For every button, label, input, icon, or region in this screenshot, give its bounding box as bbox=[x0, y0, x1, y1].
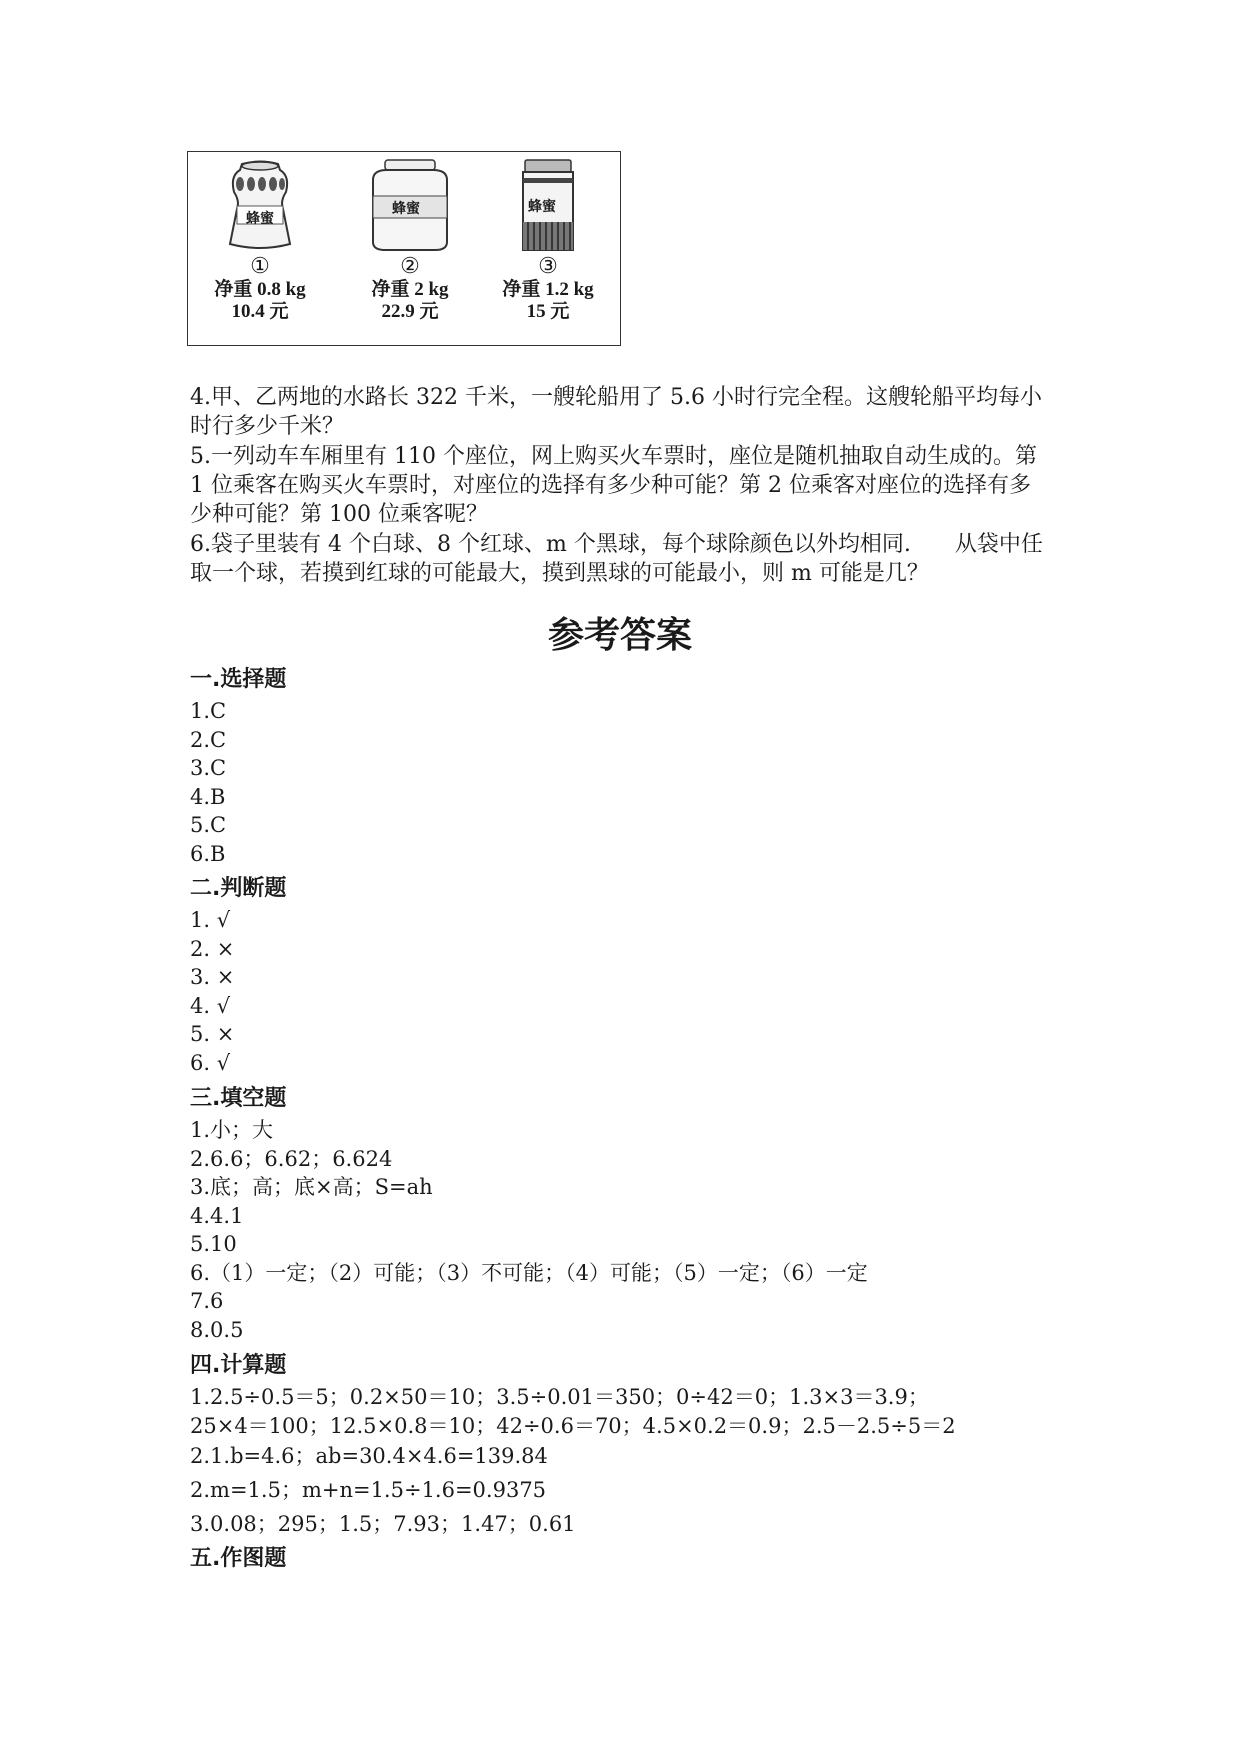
jar-2-label: 蜂蜜 bbox=[392, 201, 420, 217]
jar-2-price: 22.9 元 bbox=[381, 301, 439, 322]
section-heading-fill-blank: 三.填空题 bbox=[190, 1086, 287, 1111]
answer-line: 6.B bbox=[190, 842, 226, 866]
jar-3-number: ③ bbox=[538, 254, 558, 279]
answer-line: 1.C bbox=[190, 699, 227, 723]
jar-2-number: ② bbox=[400, 254, 420, 279]
answer-line: 25×4＝100；12.5×0.8＝10；42÷0.6＝70；4.5×0.2＝0.9；2.5－2.5÷5＝2 bbox=[190, 1414, 956, 1438]
jar-3-weight: 净重 1.2 kg bbox=[502, 279, 594, 300]
answer-line: 3.底；高；底×高；S=ah bbox=[190, 1175, 433, 1199]
answer-line: 5.C bbox=[190, 813, 227, 837]
jar-2-weight: 净重 2 kg bbox=[371, 279, 449, 300]
jar-1 bbox=[190, 158, 330, 343]
answer-line: 4. √ bbox=[190, 994, 231, 1018]
section-heading-calculation: 四.计算题 bbox=[190, 1353, 287, 1378]
answer-line: 2.m=1.5；m+n=1.5÷1.6=0.9375 bbox=[190, 1478, 547, 1502]
section-heading-drawing: 五.作图题 bbox=[190, 1546, 287, 1571]
answer-line: 2.1.b=4.6；ab=30.4×4.6=139.84 bbox=[190, 1444, 548, 1468]
jar-1-price: 10.4 元 bbox=[231, 301, 289, 322]
jar-1-weight: 净重 0.8 kg bbox=[214, 279, 306, 300]
answer-line: 2. × bbox=[190, 937, 235, 961]
answer-line: 3.C bbox=[190, 756, 227, 780]
answer-line: 1.小；大 bbox=[190, 1118, 274, 1142]
question-5: 5.一列动车车厢里有 110 个座位，网上购买火车票时，座位是随机抽取自动生成的。第 1 位乘客在购买火车票时，对座位的选择有多少种可能？第 2 位乘客对座位的选择有多少种可能？第 100 位乘客呢？ bbox=[190, 444, 1037, 527]
answer-line: 3. × bbox=[190, 965, 235, 989]
honey-jar-1-icon bbox=[220, 158, 300, 253]
jar-3 bbox=[478, 158, 618, 343]
question-6: 6.袋子里装有 4 个白球、8 个红球、m 个黑球，每个球除颜色以外均相同. 从袋中任取一个球，若摸到红球的可能最大，摸到黑球的可能最小，则 m 可能是几？ bbox=[190, 532, 1043, 586]
answer-line: 5.10 bbox=[190, 1232, 237, 1256]
answer-line: 4.B bbox=[190, 785, 226, 809]
answer-line: 5. × bbox=[190, 1022, 235, 1046]
answer-line: 7.6 bbox=[190, 1289, 224, 1313]
jar-2 bbox=[340, 158, 480, 343]
answer-line: 1.2.5÷0.5＝5；0.2×50＝10；3.5÷0.01＝350；0÷42＝0；1.3×3＝3.9； bbox=[190, 1385, 929, 1409]
honey-jars-figure bbox=[187, 151, 621, 346]
answer-line: 6.（1）一定；（2）可能；（3）不可能；（4）可能；（5）一定；（6）一定 bbox=[190, 1261, 868, 1285]
section-heading-choice: 一.选择题 bbox=[190, 667, 287, 692]
answer-line: 4.4.1 bbox=[190, 1204, 244, 1228]
jar-1-number: ① bbox=[250, 254, 270, 279]
answer-line: 3.0.08；295；1.5；7.93；1.47；0.61 bbox=[190, 1512, 576, 1536]
answer-line: 1. √ bbox=[190, 908, 231, 932]
question-4: 4.甲、乙两地的水路长 322 千米，一艘轮船用了 5.6 小时行完全程。这艘轮船平均每小时行多少千米？ bbox=[190, 385, 1042, 439]
answer-line: 2.6.6；6.62；6.624 bbox=[190, 1147, 393, 1171]
answer-line: 8.0.5 bbox=[190, 1318, 244, 1342]
answer-line: 6. √ bbox=[190, 1051, 231, 1075]
jar-1-label: 蜂蜜 bbox=[246, 211, 274, 227]
section-heading-judgment: 二.判断题 bbox=[190, 876, 287, 901]
answer-title: 参考答案 bbox=[547, 615, 692, 656]
jar-3-price: 15 元 bbox=[526, 301, 570, 322]
jar-3-label: 蜂蜜 bbox=[528, 199, 556, 215]
answer-line: 2.C bbox=[190, 728, 227, 752]
